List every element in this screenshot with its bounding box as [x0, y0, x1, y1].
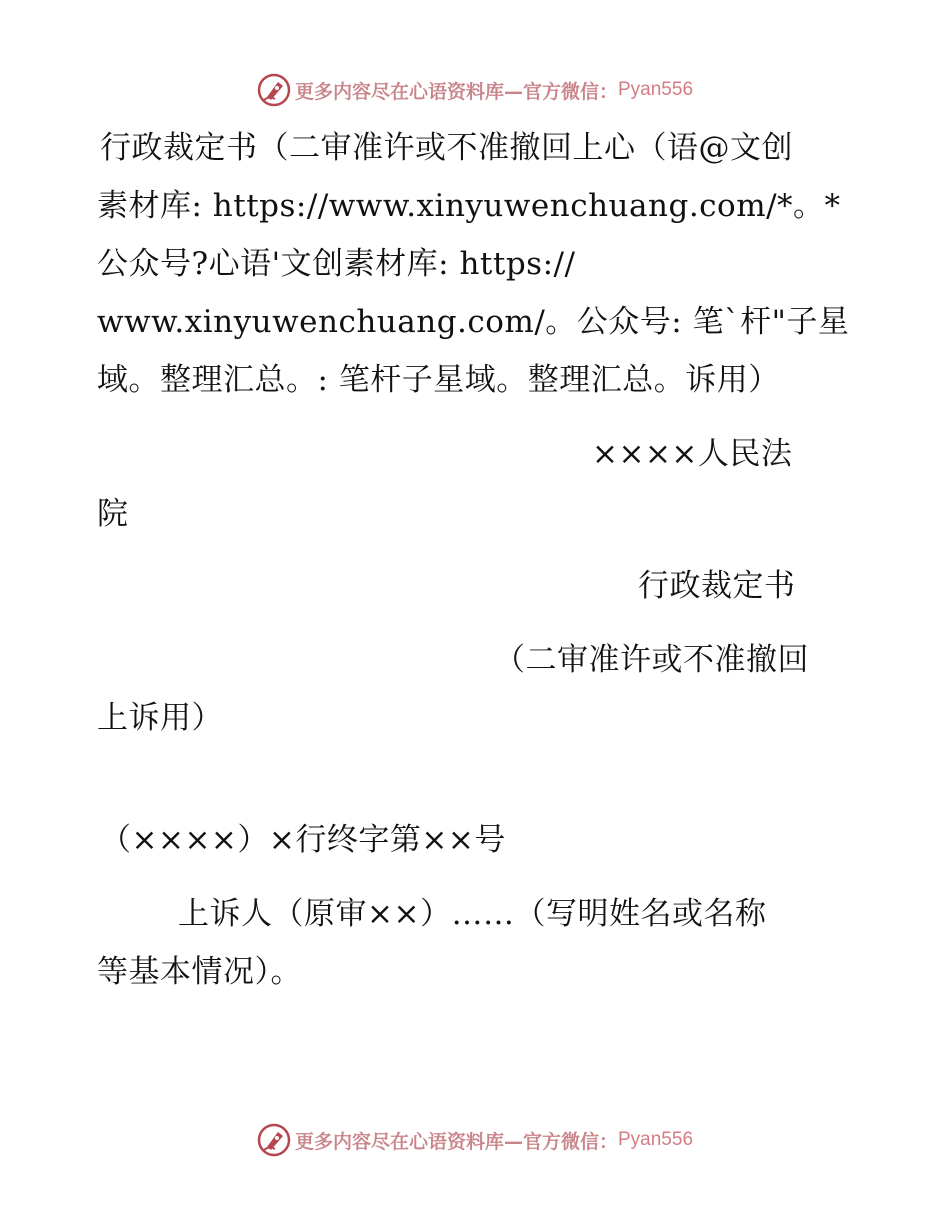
pen-nib-logo-icon: [257, 73, 291, 107]
body-line-2: 素材库: https://www.xinyuwenchuang.com/*。*: [97, 188, 841, 224]
body-line-5: 域。整理汇总。: 笔杆子星域。整理汇总。诉用）: [97, 362, 780, 398]
document-subtitle-line-2: 上诉用）: [97, 700, 223, 736]
banner-text: 更多内容尽在心语资料库—官方微信：: [294, 1130, 618, 1153]
case-number: （××××）×行终字第××号: [100, 822, 506, 858]
banner-wechat-id: Pyan556: [618, 1129, 694, 1150]
document-subtitle-line-1: （二审准许或不准撤回: [494, 642, 809, 678]
party-line-2: 等基本情况）。: [97, 954, 302, 990]
banner-text: 更多内容尽在心语资料库—官方微信：: [294, 80, 618, 103]
header-banner: [0, 70, 950, 110]
banner-wechat-id: Pyan556: [618, 79, 694, 100]
court-name-line-2: 院: [97, 496, 129, 532]
body-line-1: 行政裁定书（二审准许或不准撤回上心（语@文创: [100, 130, 793, 166]
party-line-1: 上诉人（原审××）……（写明姓名或名称: [178, 896, 767, 932]
footer-banner: [0, 1120, 950, 1160]
pen-nib-logo-icon: [257, 1123, 291, 1157]
body-line-4: www.xinyuwenchuang.com/。公众号: 笔`杆"子星: [97, 304, 850, 340]
court-name-line-1: ××××人民法: [592, 436, 793, 472]
document-title: 行政裁定书: [638, 568, 796, 604]
body-line-3: 公众号?心语'文创素材库: https://: [97, 246, 576, 282]
